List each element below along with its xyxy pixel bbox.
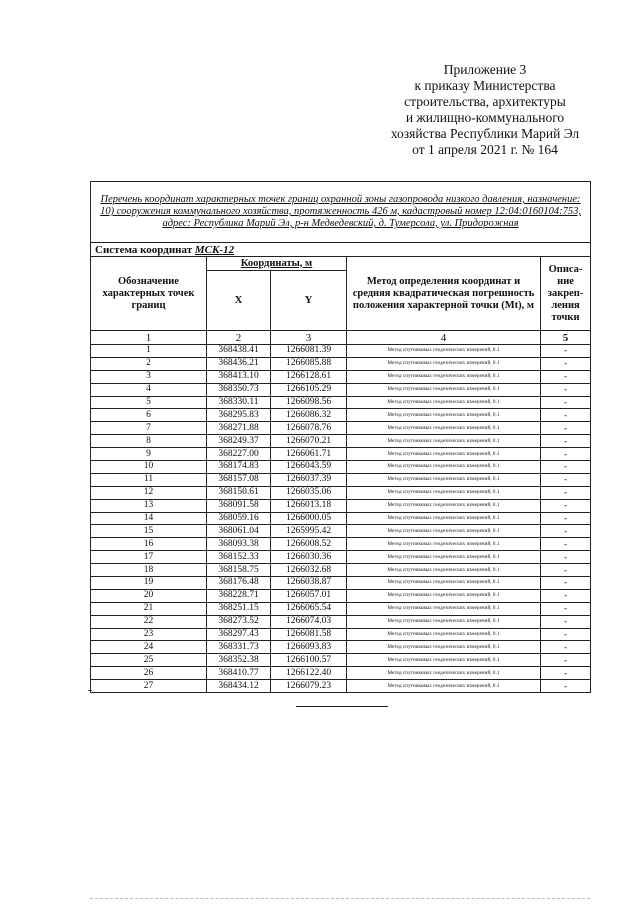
- col-number: 4: [347, 331, 541, 345]
- y-coordinate-cell: 1266085.88: [271, 357, 347, 370]
- description-cell: -: [541, 486, 591, 499]
- point-number-cell: 5: [91, 396, 207, 409]
- point-number-cell: 23: [91, 628, 207, 641]
- y-coordinate-cell: 1266037.39: [271, 473, 347, 486]
- table-row: [91, 551, 591, 564]
- method-cell: Метод спутниковых геодезических измерений, 0.1: [347, 654, 541, 667]
- x-coordinate-cell: 368350.73: [207, 383, 271, 396]
- footer-separator-line: [296, 706, 388, 707]
- x-coordinate-cell: 368059.16: [207, 512, 271, 525]
- description-cell: -: [541, 357, 591, 370]
- y-coordinate-cell: 1266065.54: [271, 602, 347, 615]
- page-bottom-edge: [90, 898, 590, 899]
- x-coordinate-cell: 368331.73: [207, 641, 271, 654]
- method-cell: Метод спутниковых геодезических измерений, 0.1: [347, 564, 541, 577]
- description-cell: -: [541, 577, 591, 590]
- description-cell: -: [541, 667, 591, 680]
- point-number-cell: 27: [91, 680, 207, 693]
- point-number-cell: 3: [91, 370, 207, 383]
- method-cell: Метод спутниковых геодезических измерений, 0.1: [347, 577, 541, 590]
- method-cell: Метод спутниковых геодезических измерений, 0.1: [347, 641, 541, 654]
- table-row: [91, 628, 591, 641]
- scan-artifact: [88, 690, 92, 691]
- y-coordinate-cell: 1266128.61: [271, 370, 347, 383]
- col-header-coords: Координаты, м: [207, 257, 347, 271]
- x-coordinate-cell: 368434.12: [207, 680, 271, 693]
- method-cell: Метод спутниковых геодезических измерений, 0.1: [347, 345, 541, 358]
- y-coordinate-cell: 1266030.36: [271, 551, 347, 564]
- point-number-cell: 6: [91, 409, 207, 422]
- point-number-cell: 9: [91, 448, 207, 461]
- x-coordinate-cell: 368438.41: [207, 345, 271, 358]
- x-coordinate-cell: 368152.33: [207, 551, 271, 564]
- description-cell: -: [541, 615, 591, 628]
- method-cell: Метод спутниковых геодезических измерений, 0.1: [347, 435, 541, 448]
- y-coordinate-cell: 1266057.01: [271, 589, 347, 602]
- point-number-cell: 24: [91, 641, 207, 654]
- method-cell: Метод спутниковых геодезических измерений, 0.1: [347, 396, 541, 409]
- y-coordinate-cell: 1266093.83: [271, 641, 347, 654]
- x-coordinate-cell: 368174.83: [207, 461, 271, 474]
- description-cell: -: [541, 628, 591, 641]
- point-number-cell: 21: [91, 602, 207, 615]
- table-row: [91, 680, 591, 693]
- col-number: 3: [271, 331, 347, 345]
- col-header-y: Y: [271, 271, 347, 331]
- coordinate-system: [91, 243, 591, 257]
- y-coordinate-cell: 1266013.18: [271, 499, 347, 512]
- y-coordinate-cell: 1266105.29: [271, 383, 347, 396]
- description-cell: -: [541, 461, 591, 474]
- table-row: [91, 589, 591, 602]
- method-cell: Метод спутниковых геодезических измерений, 0.1: [347, 551, 541, 564]
- x-coordinate-cell: 368352.38: [207, 654, 271, 667]
- point-number-cell: 17: [91, 551, 207, 564]
- table-row: [91, 602, 591, 615]
- description-cell: -: [541, 525, 591, 538]
- y-coordinate-cell: 1265995.42: [271, 525, 347, 538]
- point-number-cell: 1: [91, 345, 207, 358]
- x-coordinate-cell: 368251.15: [207, 602, 271, 615]
- method-cell: Метод спутниковых геодезических измерений, 0.1: [347, 499, 541, 512]
- description-cell: -: [541, 602, 591, 615]
- col-header-point: Обозначение характерных точек границ: [91, 257, 207, 331]
- point-number-cell: 25: [91, 654, 207, 667]
- table-row: [91, 641, 591, 654]
- method-cell: Метод спутниковых геодезических измерений, 0.1: [347, 448, 541, 461]
- point-number-cell: 15: [91, 525, 207, 538]
- table-row: [91, 383, 591, 396]
- method-cell: Метод спутниковых геодезических измерений, 0.1: [347, 512, 541, 525]
- point-number-cell: 4: [91, 383, 207, 396]
- y-coordinate-cell: 1266061.71: [271, 448, 347, 461]
- table-row: [91, 615, 591, 628]
- point-number-cell: 16: [91, 538, 207, 551]
- description-cell: -: [541, 680, 591, 693]
- col-number: 1: [91, 331, 207, 345]
- y-coordinate-cell: 1266032.68: [271, 564, 347, 577]
- coordinate-system-value: МСК-12: [194, 243, 235, 256]
- point-number-cell: 22: [91, 615, 207, 628]
- method-cell: Метод спутниковых геодезических измерений, 0.1: [347, 486, 541, 499]
- y-coordinate-cell: 1266122.40: [271, 667, 347, 680]
- method-cell: Метод спутниковых геодезических измерений, 0.1: [347, 370, 541, 383]
- method-cell: Метод спутниковых геодезических измерений, 0.1: [347, 525, 541, 538]
- col-header-x: X: [207, 271, 271, 331]
- y-coordinate-cell: 1266081.39: [271, 345, 347, 358]
- method-cell: Метод спутниковых геодезических измерений, 0.1: [347, 473, 541, 486]
- description-cell: -: [541, 422, 591, 435]
- y-coordinate-cell: 1266074.03: [271, 615, 347, 628]
- point-number-cell: 26: [91, 667, 207, 680]
- y-coordinate-cell: 1266000.05: [271, 512, 347, 525]
- x-coordinate-cell: 368271.88: [207, 422, 271, 435]
- x-coordinate-cell: 368093.38: [207, 538, 271, 551]
- method-cell: Метод спутниковых геодезических измерений, 0.1: [347, 602, 541, 615]
- table-row: [91, 435, 591, 448]
- table-row: [91, 512, 591, 525]
- header-line: к приказу Министерства: [414, 78, 556, 93]
- header-line: и жилищно-коммунального: [405, 110, 565, 125]
- header-line: хозяйства Республики Марий Эл: [390, 126, 580, 141]
- y-coordinate-cell: 1266008.52: [271, 538, 347, 551]
- point-number-cell: 8: [91, 435, 207, 448]
- point-number-cell: 18: [91, 564, 207, 577]
- table-row: [91, 577, 591, 590]
- x-coordinate-cell: 368061.04: [207, 525, 271, 538]
- x-coordinate-cell: 368157.08: [207, 473, 271, 486]
- y-coordinate-cell: 1266070.21: [271, 435, 347, 448]
- point-number-cell: 12: [91, 486, 207, 499]
- x-coordinate-cell: 368249.37: [207, 435, 271, 448]
- description-cell: -: [541, 383, 591, 396]
- y-coordinate-cell: 1266078.76: [271, 422, 347, 435]
- table-row: [91, 357, 591, 370]
- table-row: [91, 473, 591, 486]
- description-cell: -: [541, 473, 591, 486]
- table-row: [91, 499, 591, 512]
- description-cell: -: [541, 564, 591, 577]
- method-cell: Метод спутниковых геодезических измерений, 0.1: [347, 461, 541, 474]
- header-line: от 1 апреля 2021 г. № 164: [412, 142, 558, 157]
- x-coordinate-cell: 368330.11: [207, 396, 271, 409]
- method-cell: Метод спутниковых геодезических измерений, 0.1: [347, 628, 541, 641]
- table-row: [91, 370, 591, 383]
- y-coordinate-cell: 1266081.58: [271, 628, 347, 641]
- x-coordinate-cell: 368176.48: [207, 577, 271, 590]
- x-coordinate-cell: 368150.61: [207, 486, 271, 499]
- description-cell: -: [541, 448, 591, 461]
- x-coordinate-cell: 368273.52: [207, 615, 271, 628]
- table-row: [91, 345, 591, 358]
- y-coordinate-cell: 1266038.87: [271, 577, 347, 590]
- method-cell: Метод спутниковых геодезических измерений, 0.1: [347, 422, 541, 435]
- table-row: [91, 486, 591, 499]
- method-cell: Метод спутниковых геодезических измерений, 0.1: [347, 538, 541, 551]
- x-coordinate-cell: 368091.58: [207, 499, 271, 512]
- y-coordinate-cell: 1266100.57: [271, 654, 347, 667]
- col-header-description: Описа-ние закреп-ления точки: [541, 257, 591, 331]
- description-cell: -: [541, 370, 591, 383]
- x-coordinate-cell: 368158.75: [207, 564, 271, 577]
- x-coordinate-cell: 368413.10: [207, 370, 271, 383]
- y-coordinate-cell: 1266035.06: [271, 486, 347, 499]
- point-number-cell: 11: [91, 473, 207, 486]
- y-coordinate-cell: 1266043.59: [271, 461, 347, 474]
- y-coordinate-cell: 1266086.32: [271, 409, 347, 422]
- table-row: [91, 525, 591, 538]
- table-title: Перечень координат характерных точек границ охранной зоны газопровода низкого давления, назначение: 10) сооружения коммунального хозяйства, протяженность 426 м, кадастровый номер 12:04:0160104:753, адрес: Республика Марий Эл, р-н Медведевский, д. Тумерсола, ул. Придорожная: [91, 182, 591, 243]
- point-number-cell: 2: [91, 357, 207, 370]
- description-cell: -: [541, 409, 591, 422]
- method-cell: Метод спутниковых геодезических измерений, 0.1: [347, 383, 541, 396]
- col-number: 5: [541, 331, 591, 345]
- x-coordinate-cell: 368295.83: [207, 409, 271, 422]
- coordinates-table-wrapper: [90, 181, 590, 693]
- header-line: строительства, архитектуры: [404, 94, 566, 109]
- table-row: [91, 654, 591, 667]
- method-cell: Метод спутниковых геодезических измерений, 0.1: [347, 357, 541, 370]
- table-row: [91, 396, 591, 409]
- x-coordinate-cell: 368410.77: [207, 667, 271, 680]
- method-cell: Метод спутниковых геодезических измерений, 0.1: [347, 409, 541, 422]
- description-cell: -: [541, 641, 591, 654]
- col-number: 2: [207, 331, 271, 345]
- x-coordinate-cell: 368227.00: [207, 448, 271, 461]
- description-cell: -: [541, 499, 591, 512]
- x-coordinate-cell: 368436.21: [207, 357, 271, 370]
- table-row: [91, 461, 591, 474]
- description-cell: -: [541, 345, 591, 358]
- method-cell: Метод спутниковых геодезических измерений, 0.1: [347, 680, 541, 693]
- x-coordinate-cell: 368297.43: [207, 628, 271, 641]
- y-coordinate-cell: 1266098.56: [271, 396, 347, 409]
- method-cell: Метод спутниковых геодезических измерений, 0.1: [347, 667, 541, 680]
- table-row: [91, 448, 591, 461]
- appendix-header: [360, 62, 610, 158]
- table-row: [91, 422, 591, 435]
- method-cell: Метод спутниковых геодезических измерений, 0.1: [347, 589, 541, 602]
- point-number-cell: 7: [91, 422, 207, 435]
- table-row: [91, 409, 591, 422]
- point-number-cell: 19: [91, 577, 207, 590]
- description-cell: -: [541, 551, 591, 564]
- description-cell: -: [541, 538, 591, 551]
- x-coordinate-cell: 368228.71: [207, 589, 271, 602]
- table-row: [91, 564, 591, 577]
- y-coordinate-cell: 1266079.23: [271, 680, 347, 693]
- table-row: [91, 538, 591, 551]
- description-cell: -: [541, 435, 591, 448]
- col-header-method: Метод определения координат и средняя квадратическая погрешность положения характерной точки (Mt), м: [347, 257, 541, 331]
- description-cell: -: [541, 512, 591, 525]
- method-cell: Метод спутниковых геодезических измерений, 0.1: [347, 615, 541, 628]
- header-line: Приложение 3: [443, 62, 527, 77]
- description-cell: -: [541, 396, 591, 409]
- table-row: [91, 667, 591, 680]
- point-number-cell: 20: [91, 589, 207, 602]
- coordinates-table: [90, 181, 591, 693]
- description-cell: -: [541, 654, 591, 667]
- description-cell: -: [541, 589, 591, 602]
- coordinate-system-label: Система координат: [95, 243, 193, 256]
- point-number-cell: 14: [91, 512, 207, 525]
- point-number-cell: 13: [91, 499, 207, 512]
- point-number-cell: 10: [91, 461, 207, 474]
